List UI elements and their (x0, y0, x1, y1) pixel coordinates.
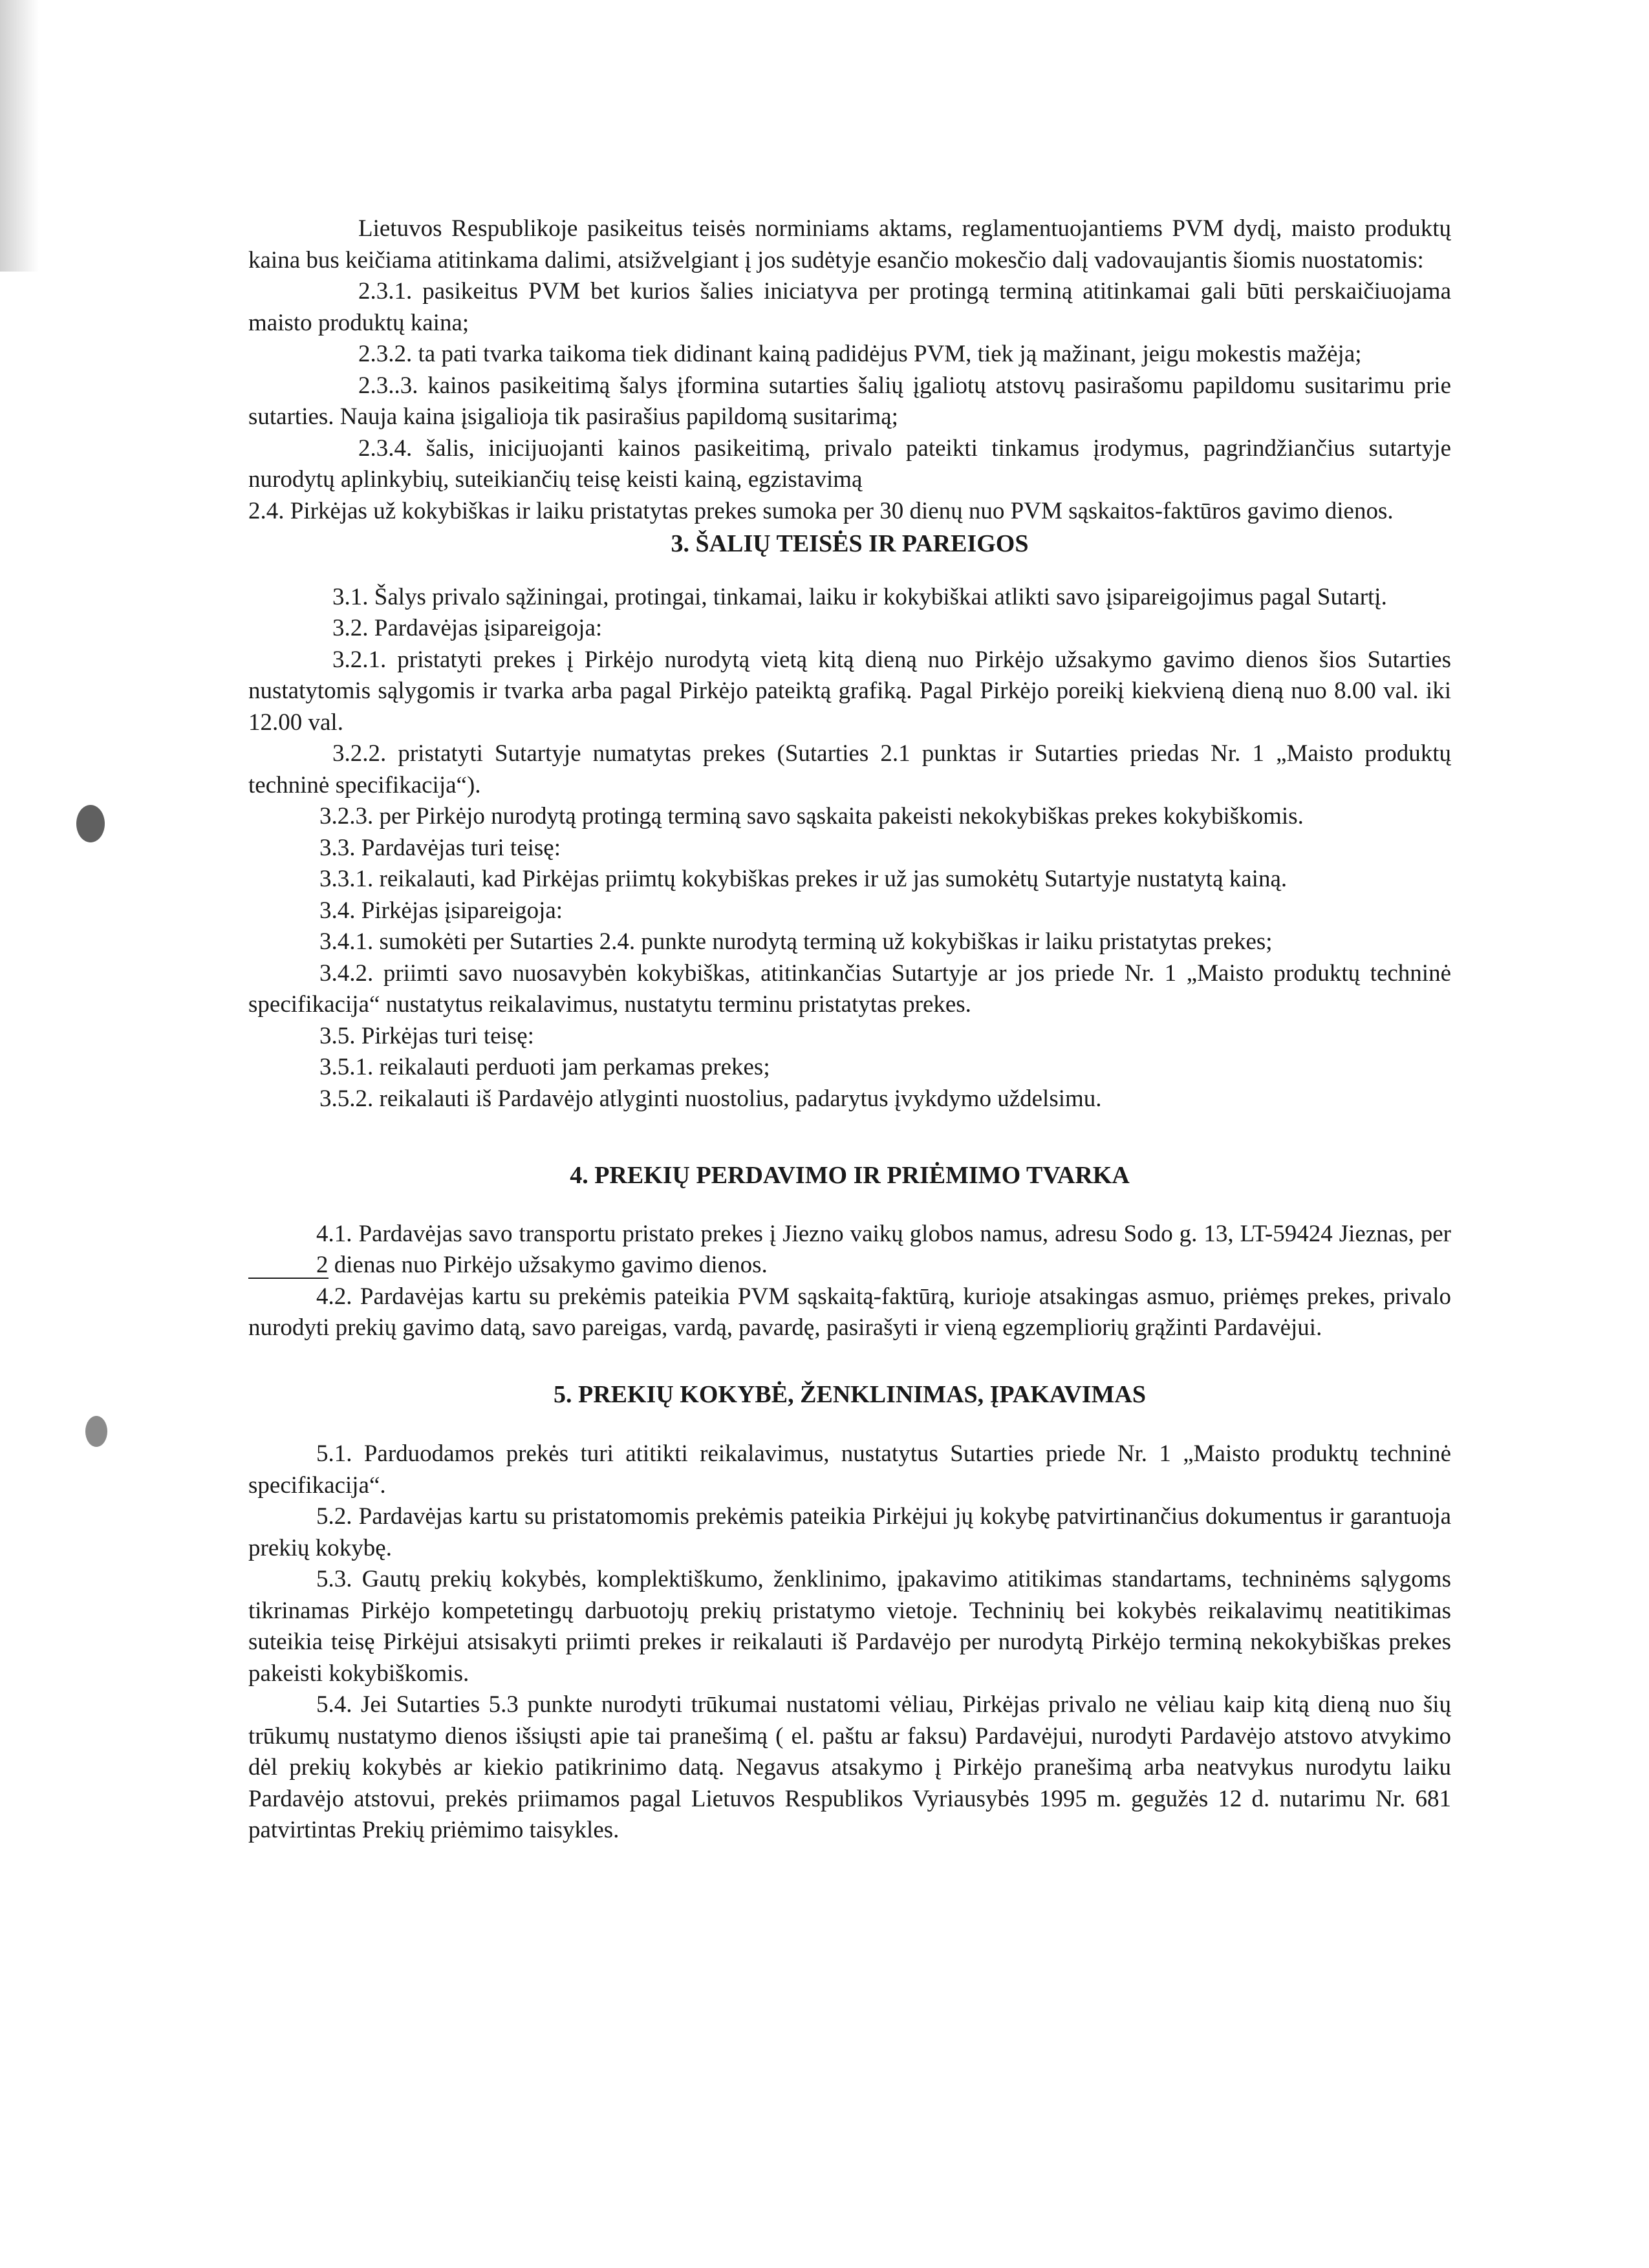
clause-3-2-2: 3.2.2. pristatyti Sutartyje numatytas prekes (Sutarties 2.1 punktas ir Sutarties priedas Nr. 1 „Maisto produktų techninė specifikacija“). (248, 740, 1451, 798)
clause-4-1-text: 4.1. Pardavėjas savo transportu pristato prekes į Jiezno vaikų globos namus, adresu Sodo g. 13, LT-59424 Jieznas, per (316, 1220, 1451, 1247)
clause-3-2-3: 3.2.3. per Pirkėjo nurodytą protingą terminą savo sąskaita pakeisti nekokybiškas prekes kokybiškomis. (319, 803, 1304, 829)
clause-3-4-1: 3.4.1. sumokėti per Sutarties 2.4. punkte nurodytą terminą už kokybiškas ir laiku pristatytas prekes; (319, 928, 1273, 955)
clause-2-3-2: 2.3.2. ta pati tvarka taikoma tiek didinant kainą padidėjus PVM, tiek ją mažinant, jeigu mokestis mažėja; (358, 341, 1362, 367)
clause-3-2: 3.2. Pardavėjas įsipareigoja: (332, 615, 603, 641)
clause-3-4-2: 3.4.2. priimti savo nuosavybėn kokybiškas, atitinkančias Sutartyje ar jos priede Nr. 1 „Maisto produktų techninė specifikacija“ nustatytus reikalavimus, nustatytu terminu pristatytas prekes. (248, 959, 1451, 1018)
clause-5-3: 5.3. Gautų prekių kokybės, komplektiškumo, ženklinimo, įpakavimo atitikimas standartams, techninėms sąlygoms tikrinamas Pirkėjo kompetetingų darbuotojų prekių pristatymo vietoje. Techninių bei kokybės reikalavimų neatitikimas suteikia teisę Pirkėjui atsisakyti priimti prekes ir reikalauti iš Pardavėjo per nurodytą Pirkėjo terminą nekokybiškas prekes pakeisti kokybiškomis. (248, 1566, 1451, 1687)
scan-edge-shadow (0, 0, 39, 272)
clause-3-1: 3.1. Šalys privalo sąžiningai, protingai, tinkamai, laiku ir kokybiškai atlikti savo įsipareigojimus pagal Sutartį. (332, 583, 1387, 610)
clause-5-2: 5.2. Pardavėjas kartu su pristatomomis prekėmis pateikia Pirkėjui jų kokybę patvirtinančius dokumentus ir garantuoja prekių kokybę. (248, 1503, 1451, 1561)
clause-3-5-1: 3.5.1. reikalauti perduoti jam perkamas prekes; (319, 1054, 770, 1080)
clause-3-2-1: 3.2.1. pristatyti prekes į Pirkėjo nurodytą vietą kitą dieną nuo Pirkėjo užsakymo gavimo dienos šios Sutarties nustatytomis sąlygomis ir tvarka arba pagal Pirkėjo pateiktą grafiką. Pagal Pirkėjo poreikį kiekvieną dieną nuo 8.00 val. iki 12.00 val. (248, 646, 1451, 736)
section-4-heading: 4. PREKIŲ PERDAVIMO IR PRIĖMIMO TVARKA (570, 1162, 1130, 1189)
clause-2-3-3: 2.3..3. kainos pasikeitimą šalys įformina sutarties šalių įgaliotų atstovų pasirašomu papildomu susitarimu prie sutarties. Nauja kaina įsigalioja tik pasirašius papildomą susitarimą; (248, 372, 1451, 430)
document-page (248, 213, 1451, 1846)
clause-3-3-1: 3.3.1. reikalauti, kad Pirkėjas priimtų kokybiškas prekes ir už jas sumokėtų Sutartyje nustatytą kainą. (319, 866, 1288, 892)
clause-2-3-4: 2.3.4. šalis, inicijuojanti kainos pasikeitimą, privalo pateikti tinkamus įrodymus, pagrindžiančius sutartyje nurodytų aplinkybių, suteikiančių teisę keisti kainą, egzistavimą (248, 434, 1451, 493)
section-5-heading: 5. PREKIŲ KOKYBĖ, ŽENKLINIMAS, ĮPAKAVIMAS (554, 1380, 1146, 1408)
clause-5-1: 5.1. Parduodamos prekės turi atitikti reikalavimus, nustatytus Sutarties priede Nr. 1 „Maisto produktų techninė specifikacija“. (248, 1440, 1451, 1499)
paragraph-vat-change: Lietuvos Respublikoje pasikeitus teisės norminiams aktams, reglamentuojantiems PVM dydį, maisto produktų kaina bus keičiama atitinkama dalimi, atsižvelgiant į jos sudėtyje esančio mokesčio dalį vadovaujantis šiomis nuostatomis: (248, 215, 1451, 273)
clause-3-5: 3.5. Pirkėjas turi teisę: (319, 1022, 534, 1049)
punch-hole-mark (85, 1416, 107, 1447)
clause-2-4: 2.4. Pirkėjas už kokybiškas ir laiku pristatytas prekes sumoka per 30 dienų nuo PVM sąskaitos-faktūros gavimo dienos. (248, 497, 1394, 524)
clause-4-1 (248, 1219, 1451, 1281)
punch-hole-mark (76, 805, 105, 842)
clause-4-1-text-end: dienas nuo Pirkėjo užsakymo gavimo dienos. (328, 1252, 768, 1278)
delivery-days-field: 2 (248, 1253, 329, 1279)
clause-3-5-2: 3.5.2. reikalauti iš Pardavėjo atlyginti nuostolius, padarytus įvykdymo uždelsimu. (319, 1085, 1102, 1112)
clause-2-3-1: 2.3.1. pasikeitus PVM bet kurios šalies iniciatyva per protingą terminą atitinkamai gali būti perskaičiuojama maisto produktų kaina; (248, 278, 1451, 336)
clause-4-2: 4.2. Pardavėjas kartu su prekėmis pateikia PVM sąskaitą-faktūrą, kurioje atsakingas asmuo, priėmęs prekes, privalo nurodyti prekių gavimo datą, savo pareigas, vardą, pavardę, pasirašyti ir vieną egzempliorių grąžinti Pardavėjui. (248, 1283, 1451, 1341)
clause-5-4: 5.4. Jei Sutarties 5.3 punkte nurodyti trūkumai nustatomi vėliau, Pirkėjas privalo ne vėliau kaip kitą dieną nuo šių trūkumų nustatymo dienos išsiųsti apie tai pranešimą ( el. paštu ar faksu) Pardavėjui, nurodyti Pardavėjo atstovo atvykimo dėl prekių kokybės ar kiekio patikrinimo datą. Negavus atsakymo į Pirkėjo pranešimą arba neatvykus nurodytu laiku Pardavėjo atstovui, prekės priimamos pagal Lietuvos Respublikos Vyriausybės 1995 m. gegužės 12 d. nutarimu Nr. 681 patvirtintas Prekių priėmimo taisykles. (248, 1691, 1451, 1843)
clause-3-4: 3.4. Pirkėjas įsipareigoja: (319, 897, 563, 924)
section-3-heading: 3. ŠALIŲ TEISĖS IR PAREIGOS (671, 530, 1029, 557)
clause-3-3: 3.3. Pardavėjas turi teisę: (319, 834, 561, 861)
